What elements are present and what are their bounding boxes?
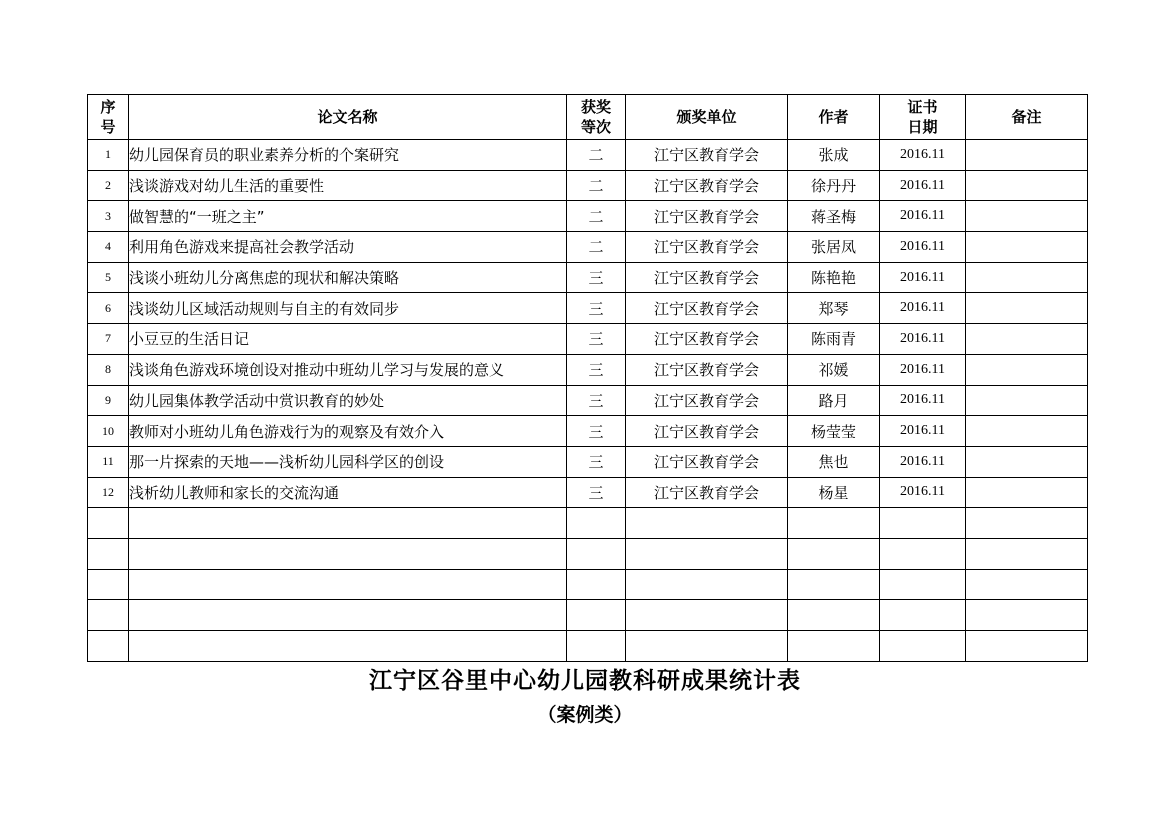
cell-title bbox=[129, 569, 567, 600]
table-row bbox=[88, 538, 1088, 569]
table-row bbox=[88, 631, 1088, 662]
header-note: 备注 bbox=[966, 95, 1088, 140]
cell-award-level: 三 bbox=[567, 446, 626, 477]
cell-num: 6 bbox=[88, 293, 129, 324]
cell-award-unit: 江宁区教育学会 bbox=[626, 324, 788, 355]
cell-award-level bbox=[567, 569, 626, 600]
cell-cert-date: 2016.11 bbox=[880, 385, 966, 416]
cell-cert-date: 2016.11 bbox=[880, 262, 966, 293]
cell-cert-date: 2016.11 bbox=[880, 477, 966, 508]
header-num: 序号 bbox=[88, 95, 129, 140]
cell-note bbox=[966, 508, 1088, 539]
cell-author: 蒋圣梅 bbox=[788, 201, 880, 232]
cell-note bbox=[966, 324, 1088, 355]
cell-author bbox=[788, 508, 880, 539]
cell-author: 郑琴 bbox=[788, 293, 880, 324]
cell-note bbox=[966, 262, 1088, 293]
cell-num: 5 bbox=[88, 262, 129, 293]
header-unit: 颁奖单位 bbox=[626, 95, 788, 140]
cell-num: 12 bbox=[88, 477, 129, 508]
cell-award-unit: 江宁区教育学会 bbox=[626, 232, 788, 263]
cell-note bbox=[966, 600, 1088, 631]
cell-award-level bbox=[567, 600, 626, 631]
cell-award-level: 三 bbox=[567, 385, 626, 416]
cell-author: 杨星 bbox=[788, 477, 880, 508]
cell-award-unit bbox=[626, 538, 788, 569]
cell-note bbox=[966, 293, 1088, 324]
cell-author bbox=[788, 569, 880, 600]
cell-num bbox=[88, 508, 129, 539]
cell-title: 浅谈幼儿区域活动规则与自主的有效同步 bbox=[129, 293, 567, 324]
cell-cert-date bbox=[880, 631, 966, 662]
cell-award-level: 三 bbox=[567, 293, 626, 324]
cell-cert-date: 2016.11 bbox=[880, 354, 966, 385]
cell-note bbox=[966, 631, 1088, 662]
cell-title: 小豆豆的生活日记 bbox=[129, 324, 567, 355]
cell-note bbox=[966, 538, 1088, 569]
cell-num: 10 bbox=[88, 416, 129, 447]
cell-title: 教师对小班幼儿角色游戏行为的观察及有效介入 bbox=[129, 416, 567, 447]
cell-cert-date: 2016.11 bbox=[880, 324, 966, 355]
cell-title: 浅析幼儿教师和家长的交流沟通 bbox=[129, 477, 567, 508]
cell-num bbox=[88, 569, 129, 600]
table-row bbox=[88, 201, 1088, 232]
cell-author: 陈雨青 bbox=[788, 324, 880, 355]
cell-award-level bbox=[567, 508, 626, 539]
cell-title: 那一片探索的天地——浅析幼儿园科学区的创设 bbox=[129, 446, 567, 477]
table-row bbox=[88, 446, 1088, 477]
cell-cert-date: 2016.11 bbox=[880, 232, 966, 263]
cell-note bbox=[966, 354, 1088, 385]
cell-award-level: 三 bbox=[567, 416, 626, 447]
cell-title: 浅谈小班幼儿分离焦虑的现状和解决策略 bbox=[129, 262, 567, 293]
cell-award-unit: 江宁区教育学会 bbox=[626, 477, 788, 508]
header-title: 论文名称 bbox=[129, 95, 567, 140]
cell-award-level: 二 bbox=[567, 232, 626, 263]
cell-note bbox=[966, 446, 1088, 477]
table-row bbox=[88, 508, 1088, 539]
cell-note bbox=[966, 140, 1088, 171]
table-row bbox=[88, 170, 1088, 201]
cell-title bbox=[129, 538, 567, 569]
page-title: 江宁区谷里中心幼儿园教科研成果统计表 bbox=[369, 667, 801, 694]
cell-author bbox=[788, 600, 880, 631]
cell-author: 路月 bbox=[788, 385, 880, 416]
cell-num: 1 bbox=[88, 140, 129, 171]
cell-note bbox=[966, 385, 1088, 416]
cell-author: 焦也 bbox=[788, 446, 880, 477]
cell-award-level: 三 bbox=[567, 324, 626, 355]
cell-note bbox=[966, 201, 1088, 232]
cell-title: 做智慧的“一班之主” bbox=[129, 201, 567, 232]
cell-award-unit: 江宁区教育学会 bbox=[626, 293, 788, 324]
table-row bbox=[88, 262, 1088, 293]
table-row bbox=[88, 140, 1088, 171]
cell-num: 4 bbox=[88, 232, 129, 263]
cell-num bbox=[88, 538, 129, 569]
cell-award-unit: 江宁区教育学会 bbox=[626, 262, 788, 293]
cell-cert-date: 2016.11 bbox=[880, 416, 966, 447]
cell-award-unit bbox=[626, 631, 788, 662]
cell-award-level: 三 bbox=[567, 477, 626, 508]
cell-num bbox=[88, 600, 129, 631]
cell-num: 2 bbox=[88, 170, 129, 201]
cell-cert-date bbox=[880, 569, 966, 600]
table-row bbox=[88, 385, 1088, 416]
page-subtitle: （案例类） bbox=[537, 704, 633, 726]
cell-award-unit: 江宁区教育学会 bbox=[626, 446, 788, 477]
cell-note bbox=[966, 170, 1088, 201]
cell-award-unit bbox=[626, 600, 788, 631]
cell-title bbox=[129, 508, 567, 539]
cell-award-unit: 江宁区教育学会 bbox=[626, 354, 788, 385]
table-row bbox=[88, 293, 1088, 324]
cell-cert-date bbox=[880, 600, 966, 631]
cell-author: 张居凤 bbox=[788, 232, 880, 263]
cell-title: 浅谈游戏对幼儿生活的重要性 bbox=[129, 170, 567, 201]
table-row bbox=[88, 569, 1088, 600]
cell-cert-date: 2016.11 bbox=[880, 446, 966, 477]
cell-author: 祁媛 bbox=[788, 354, 880, 385]
table-row bbox=[88, 600, 1088, 631]
cell-cert-date: 2016.11 bbox=[880, 293, 966, 324]
cell-title bbox=[129, 600, 567, 631]
cell-award-level: 三 bbox=[567, 354, 626, 385]
cell-cert-date: 2016.11 bbox=[880, 170, 966, 201]
header-date: 证书日期 bbox=[880, 95, 966, 140]
cell-award-level: 二 bbox=[567, 170, 626, 201]
cell-cert-date bbox=[880, 538, 966, 569]
cell-author: 杨莹莹 bbox=[788, 416, 880, 447]
cell-note bbox=[966, 232, 1088, 263]
cell-cert-date: 2016.11 bbox=[880, 201, 966, 232]
cell-cert-date: 2016.11 bbox=[880, 140, 966, 171]
cell-author: 张成 bbox=[788, 140, 880, 171]
cell-num bbox=[88, 631, 129, 662]
table-row bbox=[88, 416, 1088, 447]
header-level: 获奖等次 bbox=[567, 95, 626, 140]
table-header-row bbox=[88, 95, 1088, 140]
cell-title: 浅谈角色游戏环境创设对推动中班幼儿学习与发展的意义 bbox=[129, 354, 567, 385]
cell-num: 8 bbox=[88, 354, 129, 385]
cell-award-level: 二 bbox=[567, 201, 626, 232]
cell-award-unit: 江宁区教育学会 bbox=[626, 140, 788, 171]
cell-num: 3 bbox=[88, 201, 129, 232]
cell-note bbox=[966, 569, 1088, 600]
cell-award-unit bbox=[626, 569, 788, 600]
cell-award-level bbox=[567, 631, 626, 662]
cell-award-unit: 江宁区教育学会 bbox=[626, 201, 788, 232]
table-row bbox=[88, 232, 1088, 263]
cell-num: 9 bbox=[88, 385, 129, 416]
cell-award-level: 二 bbox=[567, 140, 626, 171]
cell-title: 幼儿园集体教学活动中赏识教育的妙处 bbox=[129, 385, 567, 416]
cell-author bbox=[788, 631, 880, 662]
cell-award-unit: 江宁区教育学会 bbox=[626, 170, 788, 201]
results-table bbox=[87, 94, 1088, 662]
cell-cert-date bbox=[880, 508, 966, 539]
cell-num: 11 bbox=[88, 446, 129, 477]
table-row bbox=[88, 354, 1088, 385]
cell-author: 陈艳艳 bbox=[788, 262, 880, 293]
cell-author: 徐丹丹 bbox=[788, 170, 880, 201]
cell-award-level bbox=[567, 538, 626, 569]
cell-award-unit bbox=[626, 508, 788, 539]
cell-title: 利用角色游戏来提高社会教学活动 bbox=[129, 232, 567, 263]
cell-note bbox=[966, 416, 1088, 447]
cell-award-level: 三 bbox=[567, 262, 626, 293]
cell-num: 7 bbox=[88, 324, 129, 355]
cell-award-unit: 江宁区教育学会 bbox=[626, 416, 788, 447]
cell-note bbox=[966, 477, 1088, 508]
cell-award-unit: 江宁区教育学会 bbox=[626, 385, 788, 416]
table-row bbox=[88, 324, 1088, 355]
table-row bbox=[88, 477, 1088, 508]
header-author: 作者 bbox=[788, 95, 880, 140]
cell-author bbox=[788, 538, 880, 569]
cell-title bbox=[129, 631, 567, 662]
cell-title: 幼儿园保育员的职业素养分析的个案研究 bbox=[129, 140, 567, 171]
